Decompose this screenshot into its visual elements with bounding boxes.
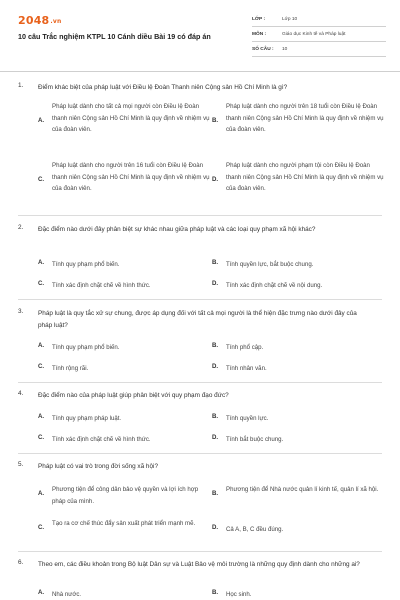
option-text: Tính bắt buộc chung. — [226, 436, 284, 443]
option-text: Tạo ra cơ chế thúc đẩy sản xuất phát triển mạnh mẽ. — [52, 520, 196, 527]
question-text: Pháp luật có vai trò trong đời sống xã hội? — [38, 463, 159, 470]
option-letter: B. — [212, 117, 219, 124]
question-text: Điểm khác biệt của pháp luật với Điều lệ Đoàn Thanh niên Cộng sản Hồ Chí Minh là gì? — [38, 84, 288, 91]
question-text: Pháp luật là quy tắc xử sự chung, được áp dụng đối với tất cả mọi người là thể hiện đặc trưng nào dưới đây của pháp luật? — [38, 310, 357, 329]
option-letter: C. — [38, 176, 45, 183]
question-divider — [18, 299, 382, 300]
option-letter: B. — [212, 589, 219, 596]
question-number: 1. — [18, 82, 24, 89]
question-number: 4. — [18, 390, 24, 397]
question-divider — [18, 551, 382, 552]
option-letter: D. — [212, 434, 219, 441]
header-divider — [0, 71, 400, 72]
question-number: 5. — [18, 461, 24, 468]
logo-text: 2048 — [18, 14, 50, 27]
question-text: Đặc điểm nào của pháp luật giúp phân biệt với quy phạm đạo đức? — [38, 392, 229, 399]
option-letter: D. — [212, 524, 219, 531]
meta-key: SỐ CÂU : — [252, 47, 274, 52]
option-text: Tính rộng rãi. — [52, 365, 89, 372]
question-divider — [18, 382, 382, 383]
document-title: 10 câu Trắc nghiệm KTPL 10 Cánh diều Bài 19 có đáp án — [18, 32, 211, 41]
question-text: Đặc điểm nào dưới đây phân biệt sự khác nhau giữa pháp luật và các loại quy phạm xã hội khác? — [38, 226, 316, 233]
option-letter: B. — [212, 413, 219, 420]
option-text: Pháp luật dành cho tất cả mọi người còn Điều lệ Đoàn thanh niên Cộng sản Hồ Chí Minh là quy định về nhiệm vụ của đoàn viên. — [52, 103, 210, 133]
option-text: Tính xác định chặt chẽ về hình thức. — [52, 436, 151, 443]
option-text: Phương tiện để Nhà nước quản lí kinh tế, quản lí xã hội. — [226, 486, 379, 493]
logo-suffix: .vn — [50, 18, 62, 25]
question-divider — [18, 453, 382, 454]
option-letter: A. — [38, 413, 45, 420]
option-letter: C. — [38, 524, 45, 531]
option-letter: C. — [38, 434, 45, 441]
question-divider — [18, 215, 382, 216]
option-letter: B. — [212, 490, 219, 497]
option-text: Pháp luật dành cho người trên 18 tuổi còn Điều lệ Đoàn thanh niên Cộng sản Hồ Chí Minh là quy định về nhiệm vụ của đoàn viên. — [226, 103, 384, 133]
option-letter: A. — [38, 117, 45, 124]
option-letter: C. — [38, 280, 45, 287]
meta-key: LỚP : — [252, 17, 266, 22]
option-letter: D. — [212, 280, 219, 287]
option-letter: C. — [38, 363, 45, 370]
meta-row-count — [252, 43, 386, 57]
meta-row-grade — [252, 13, 386, 27]
option-text: Tính quyền lực, bắt buộc chung. — [226, 261, 314, 268]
option-letter: B. — [212, 259, 219, 266]
option-text: Tính quy phạm phổ biến. — [52, 344, 120, 351]
meta-row-subject — [252, 28, 386, 42]
option-text: Tính phổ cập. — [226, 344, 264, 351]
question-number: 6. — [18, 559, 24, 566]
document-header — [0, 0, 400, 64]
option-text: Tính xác định chặt chẽ về hình thức. — [52, 282, 151, 289]
meta-value: Giáo dục Kinh tế và Pháp luật — [282, 32, 346, 37]
meta-value: 10 — [282, 47, 288, 52]
option-text: Tính quy phạm phổ biến. — [52, 261, 120, 268]
option-text: Tính quyền lực. — [226, 415, 269, 422]
option-text: Học sinh. — [226, 591, 252, 598]
option-letter: D. — [212, 176, 219, 183]
option-letter: A. — [38, 342, 45, 349]
option-text: Pháp luật dành cho người trên 16 tuổi còn Điều lệ Đoàn thanh niên Cộng sản Hồ Chí Minh là quy định về nhiệm vụ của đoàn viên. — [52, 162, 210, 192]
option-text: Tính xác định chặt chẽ về nội dung. — [226, 282, 323, 289]
option-text: Cả A, B, C đều đúng. — [226, 526, 284, 533]
option-letter: A. — [38, 589, 45, 596]
meta-key: MÔN : — [252, 32, 267, 37]
option-letter: B. — [212, 342, 219, 349]
question-number: 2. — [18, 224, 24, 231]
option-text: Phương tiện để công dân bảo vệ quyền và lợi ích hợp pháp của mình. — [52, 486, 199, 505]
option-text: Pháp luật dành cho người phạm tội còn Điều lệ Đoàn thanh niên Cộng sản Hồ Chí Minh là quy định về nhiệm vụ của đoàn viên. — [226, 162, 384, 192]
option-letter: A. — [38, 490, 45, 497]
question-number: 3. — [18, 308, 24, 315]
option-letter: A. — [38, 259, 45, 266]
option-text: Tính quy phạm pháp luật. — [52, 415, 122, 422]
option-text: Nhà nước. — [52, 591, 82, 598]
site-logo[interactable] — [18, 14, 61, 27]
option-letter: D. — [212, 363, 219, 370]
question-text: Theo em, các điều khoản trong Bộ luật Dân sự và Luật Bảo vệ môi trường là những quy định dành cho những ai? — [38, 561, 360, 568]
option-text: Tính nhân văn. — [226, 365, 267, 372]
meta-value: Lớp 10 — [282, 17, 298, 22]
